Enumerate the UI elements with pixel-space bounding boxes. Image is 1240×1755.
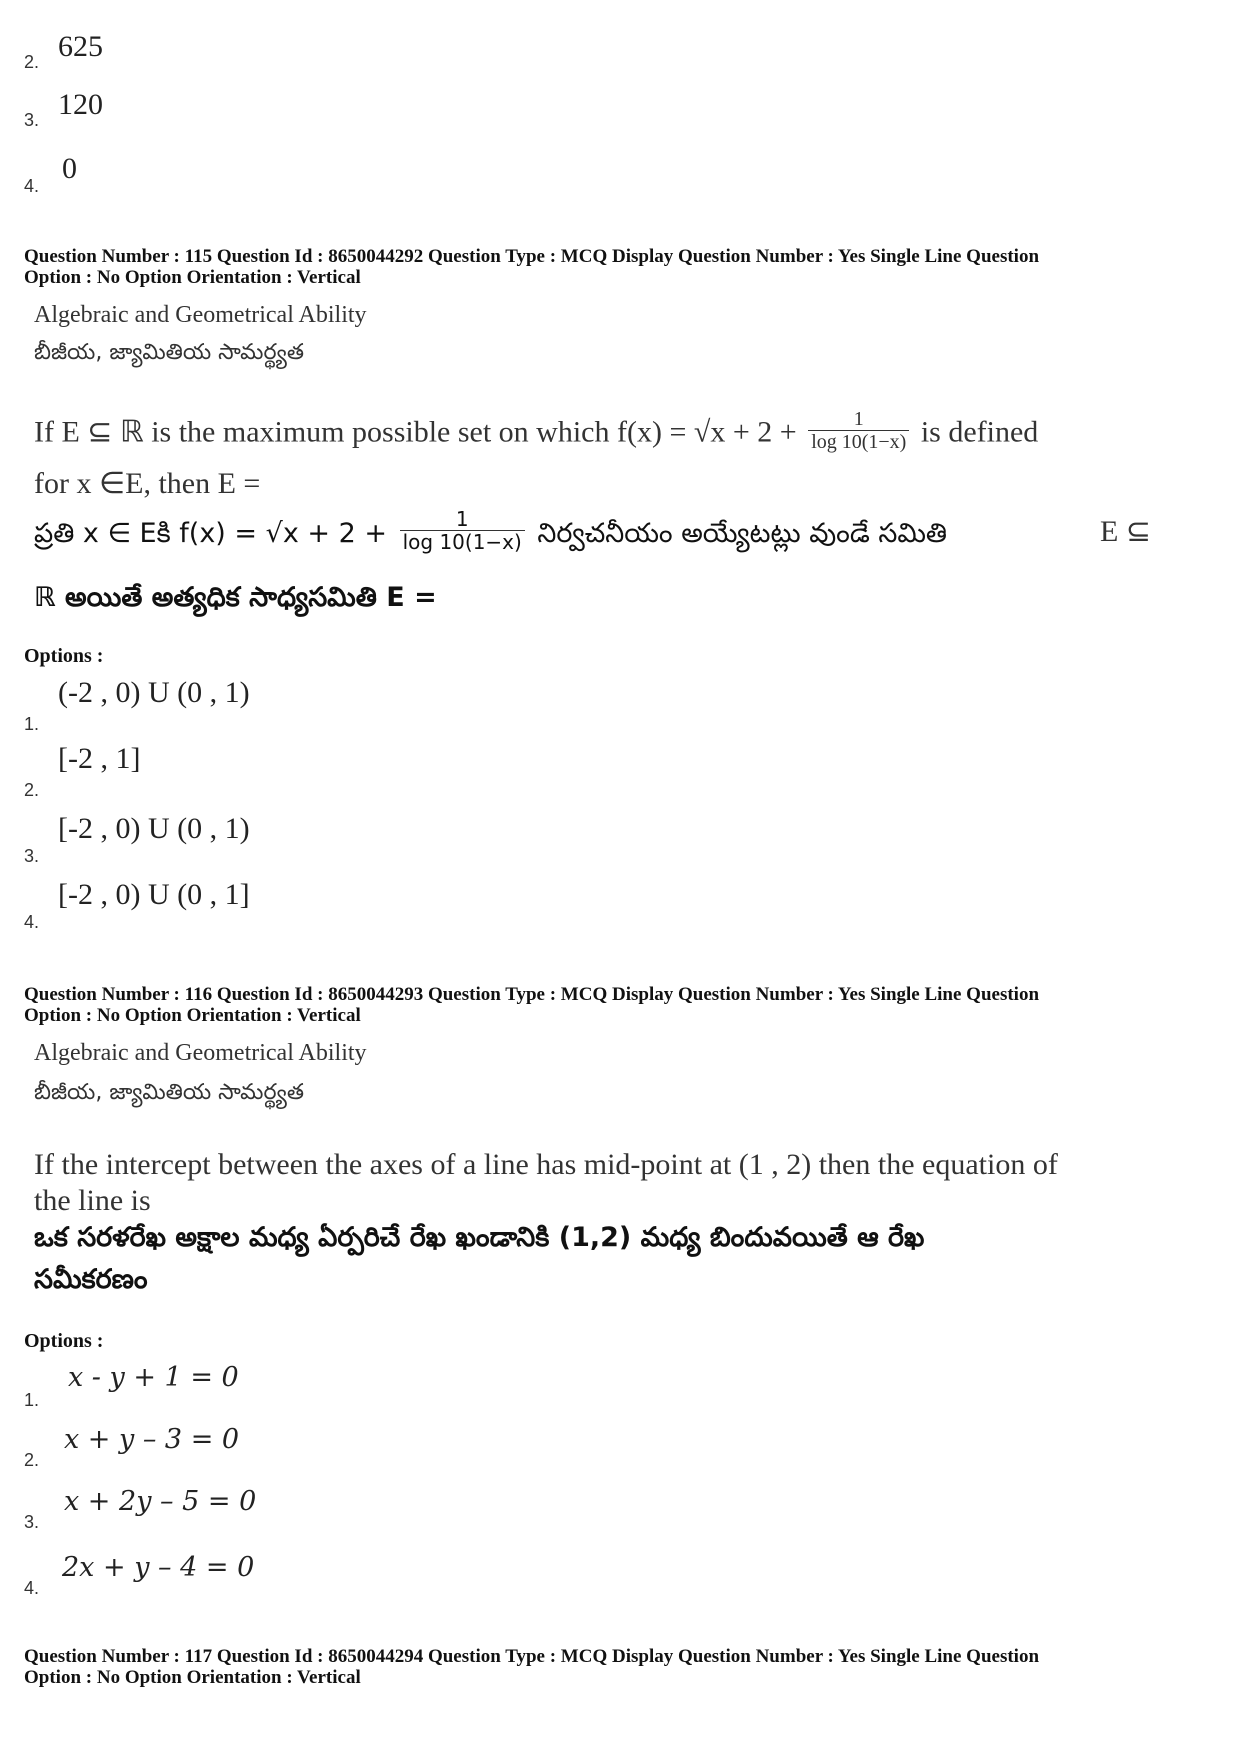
option-number: 2.	[24, 1450, 40, 1470]
fraction-numerator: 1	[853, 408, 864, 430]
option-number: 4.	[24, 176, 40, 196]
question-text-te-prefix: ప్రతి x ∈ Eకి f(x) = √x + 2 +	[34, 518, 387, 549]
question-text-suffix: is defined	[920, 415, 1039, 449]
option-value[interactable]: [-2 , 0) U (0 , 1)	[58, 812, 250, 845]
question-text-en-line2: for x ∈E, then E =	[34, 467, 261, 500]
question-meta	[24, 1646, 1204, 1688]
option-value: 0	[62, 152, 77, 185]
option-value[interactable]: 2x + y – 4 = 0	[62, 1552, 255, 1583]
meta-line-1: Question Number : 117 Question Id : 8650044294 Question Type : MCQ Display Question Number : Yes Single Line Question	[24, 1646, 1040, 1667]
fraction-te	[400, 508, 525, 553]
option-number: 2.	[24, 780, 40, 800]
question-text-te	[34, 507, 948, 557]
question-text-en: If the intercept between the axes of a line has mid-point at (1 , 2) then the equation of	[34, 1148, 1058, 1181]
option-number: 3.	[24, 1512, 40, 1532]
question-text-en-line2: the line is	[34, 1184, 151, 1217]
section-title-te: బీజీయ, జ్యామితియ సామర్థ్యత	[34, 1080, 304, 1105]
option-number: 3.	[24, 110, 40, 130]
meta-line-2: Option : No Option Orientation : Vertical	[24, 1667, 361, 1688]
question-text-en	[34, 408, 1039, 457]
section-title-en: Algebraic and Geometrical Ability	[34, 1040, 367, 1066]
fraction-denominator: log 10(1−x)	[400, 530, 525, 553]
question-text-prefix: If E ⊆ ℝ is the maximum possible set on which f(x) = √x + 2 +	[34, 415, 797, 449]
option-value[interactable]: x + y – 3 = 0	[64, 1424, 240, 1455]
question-meta	[24, 984, 1204, 1026]
meta-line-2: Option : No Option Orientation : Vertical	[24, 1005, 361, 1026]
meta-line-2: Option : No Option Orientation : Vertical	[24, 267, 361, 288]
fraction-denominator: log 10(1−x)	[808, 430, 909, 453]
option-value[interactable]: [-2 , 0) U (0 , 1]	[58, 878, 250, 911]
question-text-te-line2: ℝ అయితే అత్యధిక సాధ్యసమితి E =	[34, 582, 437, 613]
options-label: Options :	[24, 1330, 104, 1352]
option-value[interactable]: (-2 , 0) U (0 , 1)	[58, 676, 250, 709]
options-label: Options :	[24, 645, 104, 667]
option-value: 625	[58, 30, 103, 63]
question-meta	[24, 246, 1204, 288]
option-number: 1.	[24, 714, 40, 734]
fraction	[808, 408, 909, 453]
section-title-en: Algebraic and Geometrical Ability	[34, 302, 367, 328]
fraction-numerator: 1	[455, 507, 469, 531]
option-number: 4.	[24, 1578, 40, 1598]
section-title-te: బీజీయ, జ్యామితియ సామర్థ్యత	[34, 340, 304, 365]
question-text-te-suffix: నిర్వచనీయం అయ్యేటట్లు వుండే సమితి	[537, 518, 948, 549]
option-value[interactable]: [-2 , 1]	[58, 742, 141, 775]
question-text-te-tail: E ⊆	[1100, 515, 1151, 548]
option-number: 2.	[24, 52, 40, 72]
option-value[interactable]: x + 2y – 5 = 0	[64, 1486, 257, 1517]
question-text-te-line2: సమీకరణం	[34, 1264, 148, 1295]
option-value[interactable]: x - y + 1 = 0	[68, 1362, 239, 1393]
question-text-te: ఒక సరళరేఖ అక్షాల మధ్య ఏర్పరిచే రేఖ ఖండానికి (1,2) మధ్య బిందువయితే ఆ రేఖ	[34, 1222, 925, 1253]
option-value: 120	[58, 88, 103, 121]
meta-line-1: Question Number : 116 Question Id : 8650044293 Question Type : MCQ Display Question Number : Yes Single Line Question	[24, 984, 1040, 1005]
meta-line-1: Question Number : 115 Question Id : 8650044292 Question Type : MCQ Display Question Number : Yes Single Line Question	[24, 246, 1040, 267]
option-number: 1.	[24, 1390, 40, 1410]
option-number: 4.	[24, 912, 40, 932]
option-number: 3.	[24, 846, 40, 866]
